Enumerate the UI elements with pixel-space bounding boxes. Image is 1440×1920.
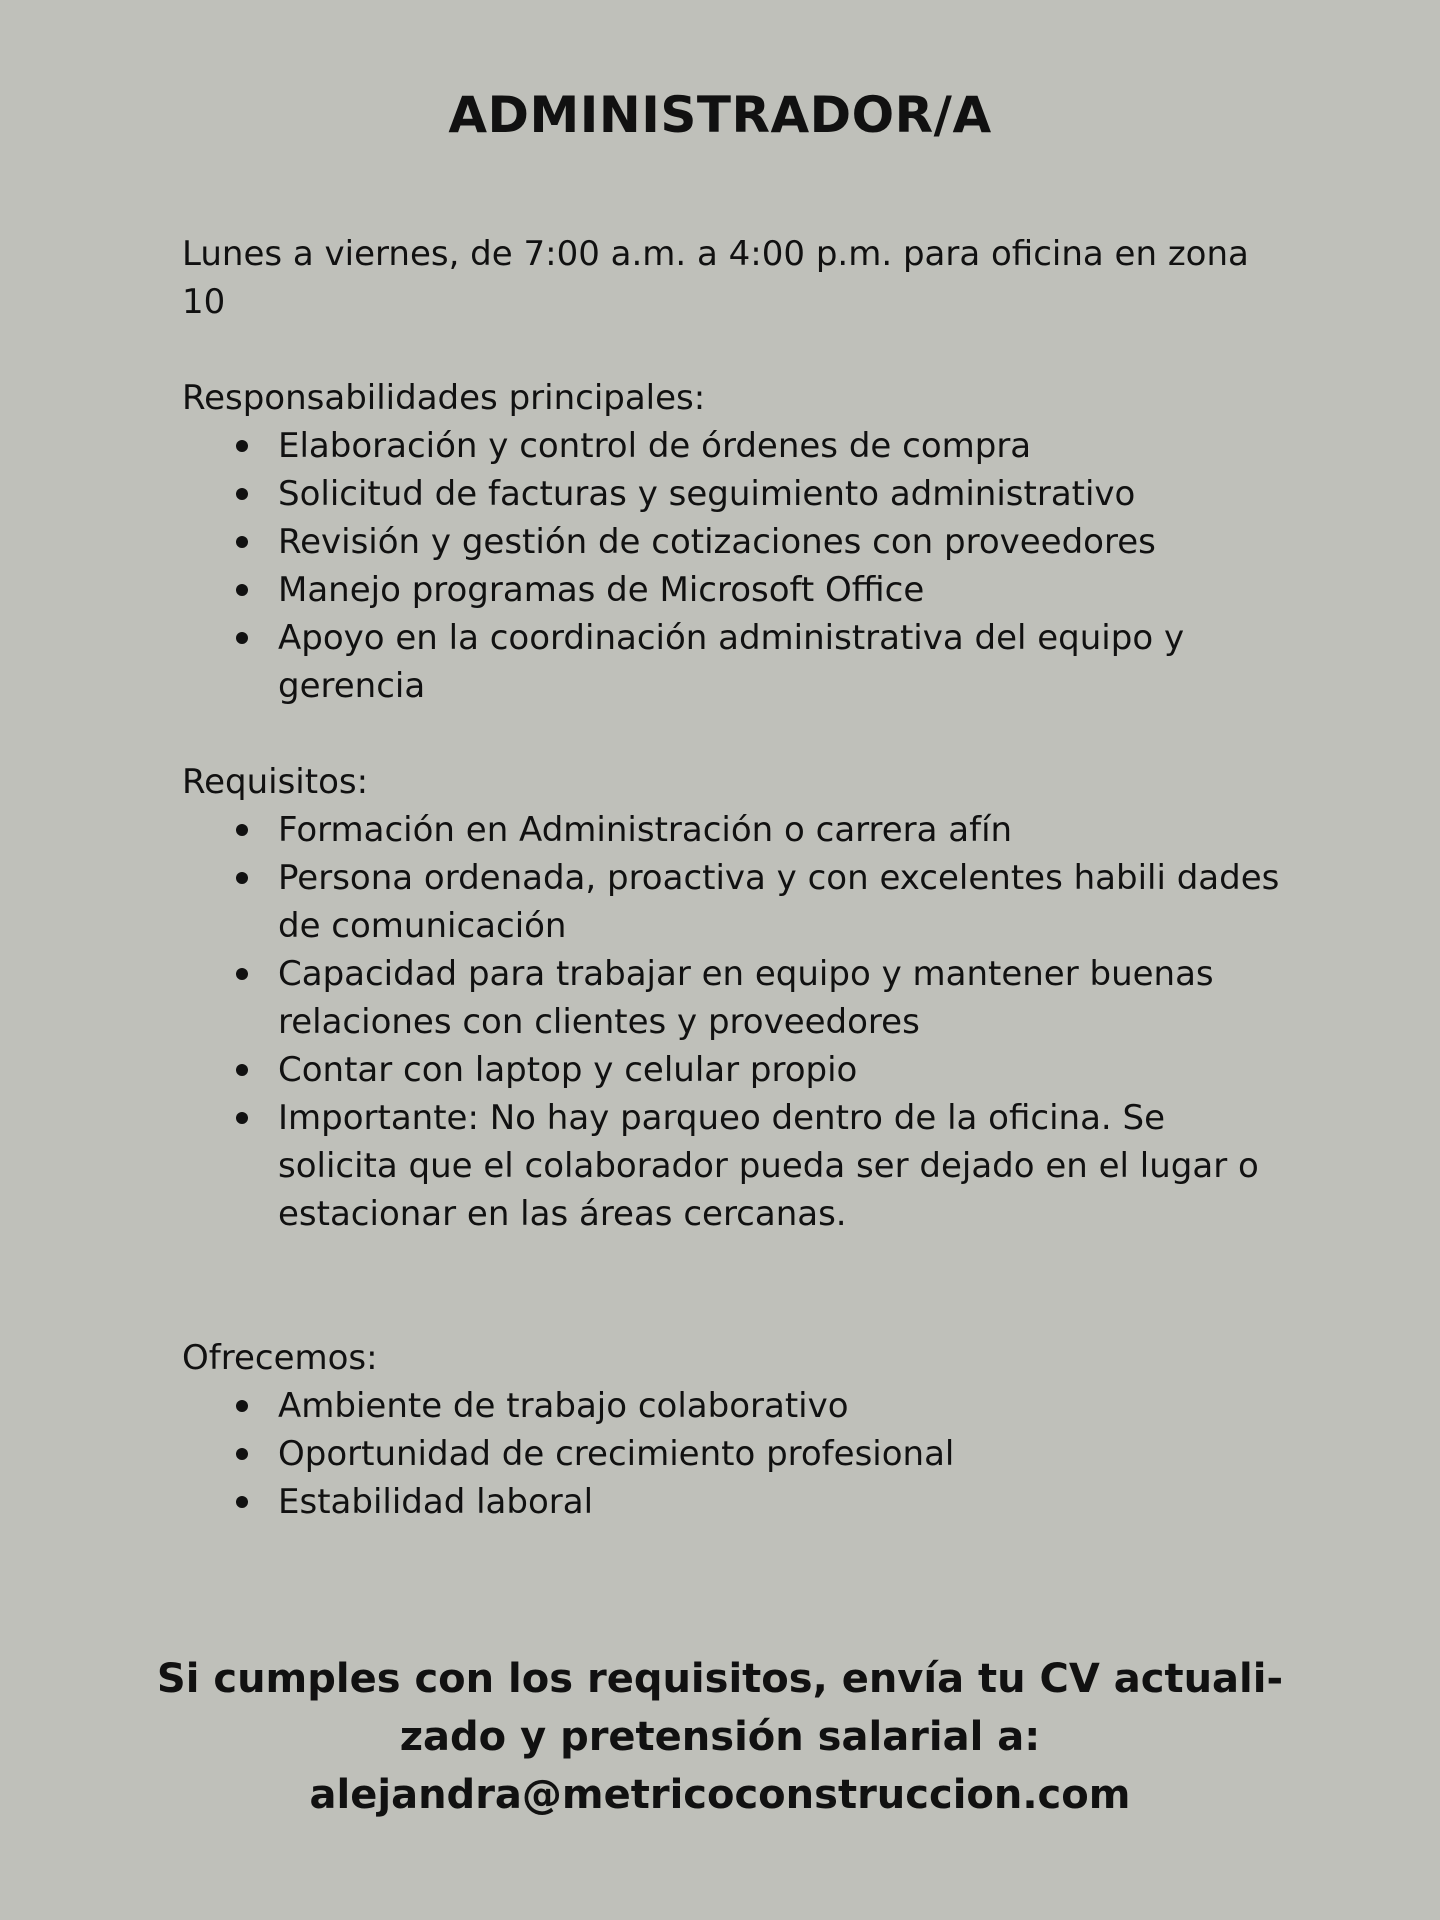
requirements-heading: Requisitos:	[182, 762, 369, 802]
bullet-icon	[236, 1496, 248, 1508]
bullet-icon	[236, 968, 248, 980]
offer-heading: Ofrecemos:	[182, 1338, 378, 1378]
list-item: Revisión y gestión de cotizaciones con proveedores	[182, 518, 1292, 566]
bullet-icon	[236, 824, 248, 836]
bullet-icon	[236, 1064, 248, 1076]
call-to-action	[0, 1650, 1440, 1824]
list-item: Persona ordenada, proactiva y con excelentes habili dades de comunicación	[182, 854, 1292, 950]
cta-line-1: Si cumples con los requisitos, envía tu CV actuali-	[156, 1656, 1284, 1702]
bullet-icon	[236, 536, 248, 548]
bullet-icon	[236, 1400, 248, 1412]
list-item: Capacidad para trabajar en equipo y mantener buenas relaciones con clientes y proveedores	[182, 950, 1292, 1046]
posting-body	[182, 230, 1292, 1526]
bullet-icon	[236, 584, 248, 596]
list-item: Oportunidad de crecimiento profesional	[182, 1430, 1292, 1478]
contact-email: alejandra@metricoconstruccion.com	[309, 1772, 1131, 1818]
offer-list	[182, 1382, 1292, 1526]
bullet-icon	[236, 488, 248, 500]
bullet-icon	[236, 440, 248, 452]
bullet-icon	[236, 632, 248, 644]
bullet-icon	[236, 1112, 248, 1124]
list-item: Elaboración y control de órdenes de compra	[182, 422, 1292, 470]
requirements-section	[182, 758, 1292, 1238]
schedule-text: Lunes a viernes, de 7:00 a.m. a 4:00 p.m. para oficina en zona 10	[182, 234, 1249, 322]
responsibilities-section	[182, 374, 1292, 710]
list-item: Formación en Administración o carrera afín	[182, 806, 1292, 854]
list-item: Estabilidad laboral	[182, 1478, 1292, 1526]
list-item: Ambiente de trabajo colaborativo	[182, 1382, 1292, 1430]
cta-line-2: zado y pretensión salarial a:	[399, 1714, 1041, 1760]
offer-section	[182, 1334, 1292, 1526]
requirements-list	[182, 806, 1292, 1238]
page-title: ADMINISTRADOR/A	[448, 86, 992, 144]
bullet-icon	[236, 872, 248, 884]
bullet-icon	[236, 1448, 248, 1460]
list-item: Contar con laptop y celular propio	[182, 1046, 1292, 1094]
list-item: Apoyo en la coordinación administrativa del equipo y gerencia	[182, 614, 1292, 710]
responsibilities-list	[182, 422, 1292, 710]
responsibilities-heading: Responsabilidades principales:	[182, 378, 706, 418]
list-item: Solicitud de facturas y seguimiento administrativo	[182, 470, 1292, 518]
list-item: Manejo programas de Microsoft Office	[182, 566, 1292, 614]
list-item: Importante: No hay parqueo dentro de la oficina. Se solicita que el colaborador pueda ser dejado en el lugar o estacionar en las áreas cercanas.	[182, 1094, 1292, 1238]
